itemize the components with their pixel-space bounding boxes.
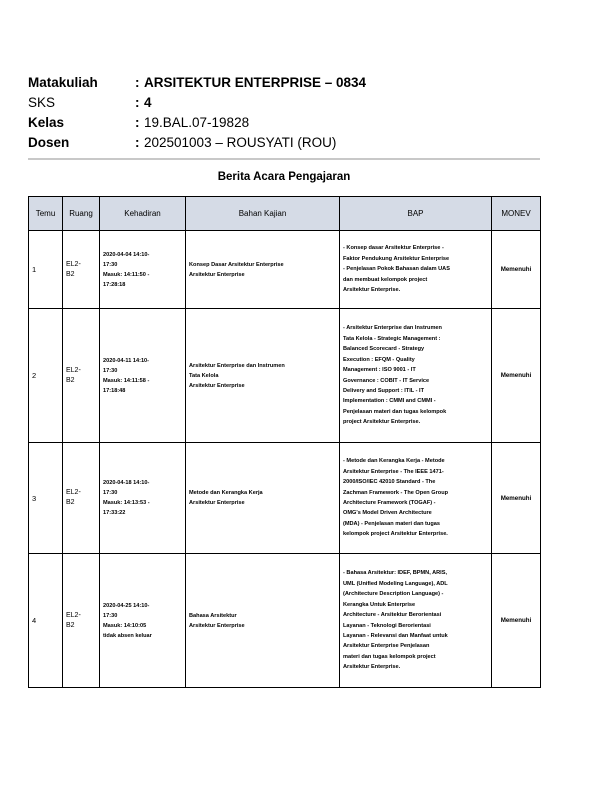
header-monev: MONEV	[492, 197, 541, 231]
sks-label: SKS	[28, 94, 56, 110]
bahan-kajian-cell: Bahasa Arsitektur Arsitektur Enterprise	[186, 554, 340, 688]
table-row	[29, 443, 541, 554]
kehadiran-cell: 2020-04-25 14:10- 17:30 Masuk: 14:10:05 tidak absen keluar	[100, 554, 186, 688]
temu-cell: 3	[29, 443, 63, 554]
header-kehadiran: Kehadiran	[100, 197, 186, 231]
kehadiran-cell: 2020-04-18 14:10- 17:30 Masuk: 14:13:53 - 17:33:22	[100, 443, 186, 554]
header-temu: Temu	[29, 197, 63, 231]
monev-cell: Memenuhi	[492, 309, 541, 443]
ruang-cell: EL2- B2	[63, 309, 100, 443]
bap-table	[28, 196, 541, 688]
temu-cell: 1	[29, 231, 63, 309]
temu-cell: 4	[29, 554, 63, 688]
matakuliah-value: ARSITEKTUR ENTERPRISE – 0834	[144, 74, 367, 90]
dosen-value: 202501003 – ROUSYATI (ROU)	[144, 134, 337, 150]
ruang-cell: EL2- B2	[63, 443, 100, 554]
dosen-separator: :	[135, 134, 140, 150]
matakuliah-separator: :	[135, 74, 140, 90]
monev-cell: Memenuhi	[492, 443, 541, 554]
bahan-kajian-cell: Konsep Dasar Arsitektur Enterprise Arsitektur Enterprise	[186, 231, 340, 309]
bap-cell: - Konsep dasar Arsitektur Enterprise - Faktor Pendukung Arsitektur Enterprise - Penjelasan Pokok Bahasan dalam UAS dan membuat kelompok project Arsitektur Enterprise.	[340, 231, 492, 309]
table-row	[29, 554, 541, 688]
bap-cell: - Arsitektur Enterprise dan Instrumen Tata Kelola - Strategic Management : Balanced Scorecard - Strategy Execution : EFQM - Quality Management : ISO 9001 - IT Governance : COBIT - IT Service Delivery and Support : ITIL - IT Implementation : CMMI and CMMI - Penjelasan materi dan tugas kelompok project Arsitektur Enterprise.	[340, 309, 492, 443]
sks-value: 4	[144, 94, 152, 110]
ruang-cell: EL2- B2	[63, 231, 100, 309]
table-row	[29, 231, 541, 309]
header-bahan-kajian: Bahan Kajian	[186, 197, 340, 231]
dosen-row	[28, 132, 366, 152]
kehadiran-cell: 2020-04-11 14:10- 17:30 Masuk: 14:11:58 - 17:18:48	[100, 309, 186, 443]
bap-cell: - Bahasa Arsitektur: IDEF, BPMN, ARIS, UML (Unified Modeling Language), ADL (Architecture Description Language) - Kerangka Untuk Enterprise Architecture - Arsitektur Berorientasi Layanan - Teknologi Berorientasi Layanan - Relevansi dan Manfaat untuk Arsitektur Enterprise Penjelasan materi dan tugas kelompok project Arsitektur Enterprise.	[340, 554, 492, 688]
monev-cell: Memenuhi	[492, 231, 541, 309]
sks-row	[28, 92, 366, 112]
bahan-kajian-cell: Metode dan Kerangka Kerja Arsitektur Enterprise	[186, 443, 340, 554]
document-title: Berita Acara Pengajaran	[217, 171, 351, 183]
table-header-row	[29, 197, 541, 231]
header-ruang: Ruang	[63, 197, 100, 231]
matakuliah-label: Matakuliah	[28, 74, 98, 90]
sks-separator: :	[135, 94, 140, 110]
bahan-kajian-cell: Arsitektur Enterprise dan Instrumen Tata Kelola Arsitektur Enterprise	[186, 309, 340, 443]
dosen-label: Dosen	[28, 134, 70, 150]
table-row	[29, 309, 541, 443]
matakuliah-row	[28, 72, 366, 92]
temu-cell: 2	[29, 309, 63, 443]
monev-cell: Memenuhi	[492, 554, 541, 688]
bap-cell: - Metode dan Kerangka Kerja - Metode Arsitektur Enterprise - The IEEE 1471- 2000/ISO/IEC 42010 Standard - The Zachman Framework - The Open Group Architecture Framework (TOGAF) - OMG's Model Driven Architecture (MDA) - Penjelasan materi dan tugas kelompok project Arsitektur Enterprise.	[340, 443, 492, 554]
kelas-label: Kelas	[28, 114, 65, 130]
course-info	[28, 72, 366, 152]
header-divider	[28, 158, 540, 160]
kelas-separator: :	[135, 114, 140, 130]
kehadiran-cell: 2020-04-04 14:10- 17:30 Masuk: 14:11:50 - 17:28:18	[100, 231, 186, 309]
header-bap: BAP	[340, 197, 492, 231]
kelas-row	[28, 112, 366, 132]
kelas-value: 19.BAL.07-19828	[144, 114, 250, 130]
ruang-cell: EL2- B2	[63, 554, 100, 688]
